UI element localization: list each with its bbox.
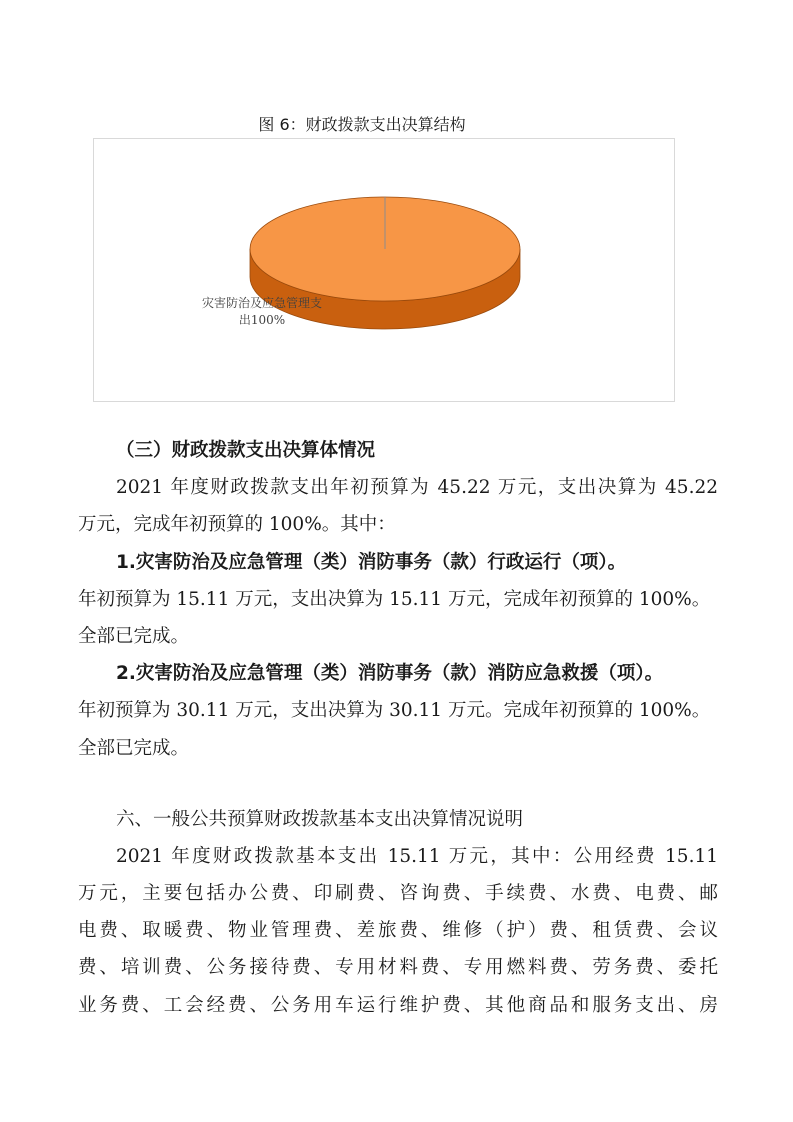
- paragraph-line: 万元，完成年初预算的 100%。其中：: [78, 514, 396, 536]
- paragraph-line: 年初预算为 15.11 万元，支出决算为 15.11 万元，完成年初预算的 100%。: [78, 588, 711, 610]
- item-heading: 1.灾害防治及应急管理（类）消防事务（款）行政运行（项）。: [116, 551, 627, 573]
- body-text: [78, 432, 718, 1024]
- pie-data-label: 灾害防治及应急管理支: [201, 296, 323, 310]
- item-heading: 2.灾害防治及应急管理（类）消防事务（款）消防应急救援（项）。: [116, 663, 664, 685]
- paragraph-line: 万元，主要包括办公费、印刷费、咨询费、手续费、水费、电费、邮: [78, 883, 718, 905]
- paragraph-line: 2021 年度财政拨款支出年初预算为 45.22 万元，支出决算为 45.22: [116, 477, 718, 499]
- figure-caption: 图 6：财政拨款支出决算结构: [258, 115, 466, 134]
- paragraph-line: 业务费、工会经费、公务用车运行维护费、其他商品和服务支出、房: [78, 994, 718, 1016]
- paragraph-line: 全部已完成。: [78, 737, 190, 759]
- section-heading: （三）财政拨款支出决算体情况: [116, 440, 376, 461]
- pie-data-label-value: 出100%: [238, 313, 286, 327]
- pie-chart: [93, 138, 675, 402]
- paragraph-line: 2021 年度财政拨款基本支出 15.11 万元，其中：公用经费 15.11: [116, 845, 718, 867]
- paragraph-line: 费、培训费、公务接待费、专用材料费、专用燃料费、劳务费、委托: [78, 957, 718, 979]
- section-heading: 六、一般公共预算财政拨款基本支出决算情况说明: [116, 808, 524, 830]
- paragraph-line: 全部已完成。: [78, 625, 190, 647]
- pie-chart-svg: [94, 139, 674, 401]
- paragraph-line: 电费、取暖费、物业管理费、差旅费、维修（护）费、租赁费、会议: [78, 920, 718, 942]
- paragraph-line: 年初预算为 30.11 万元，支出决算为 30.11 万元。完成年初预算的 100%。: [78, 700, 711, 722]
